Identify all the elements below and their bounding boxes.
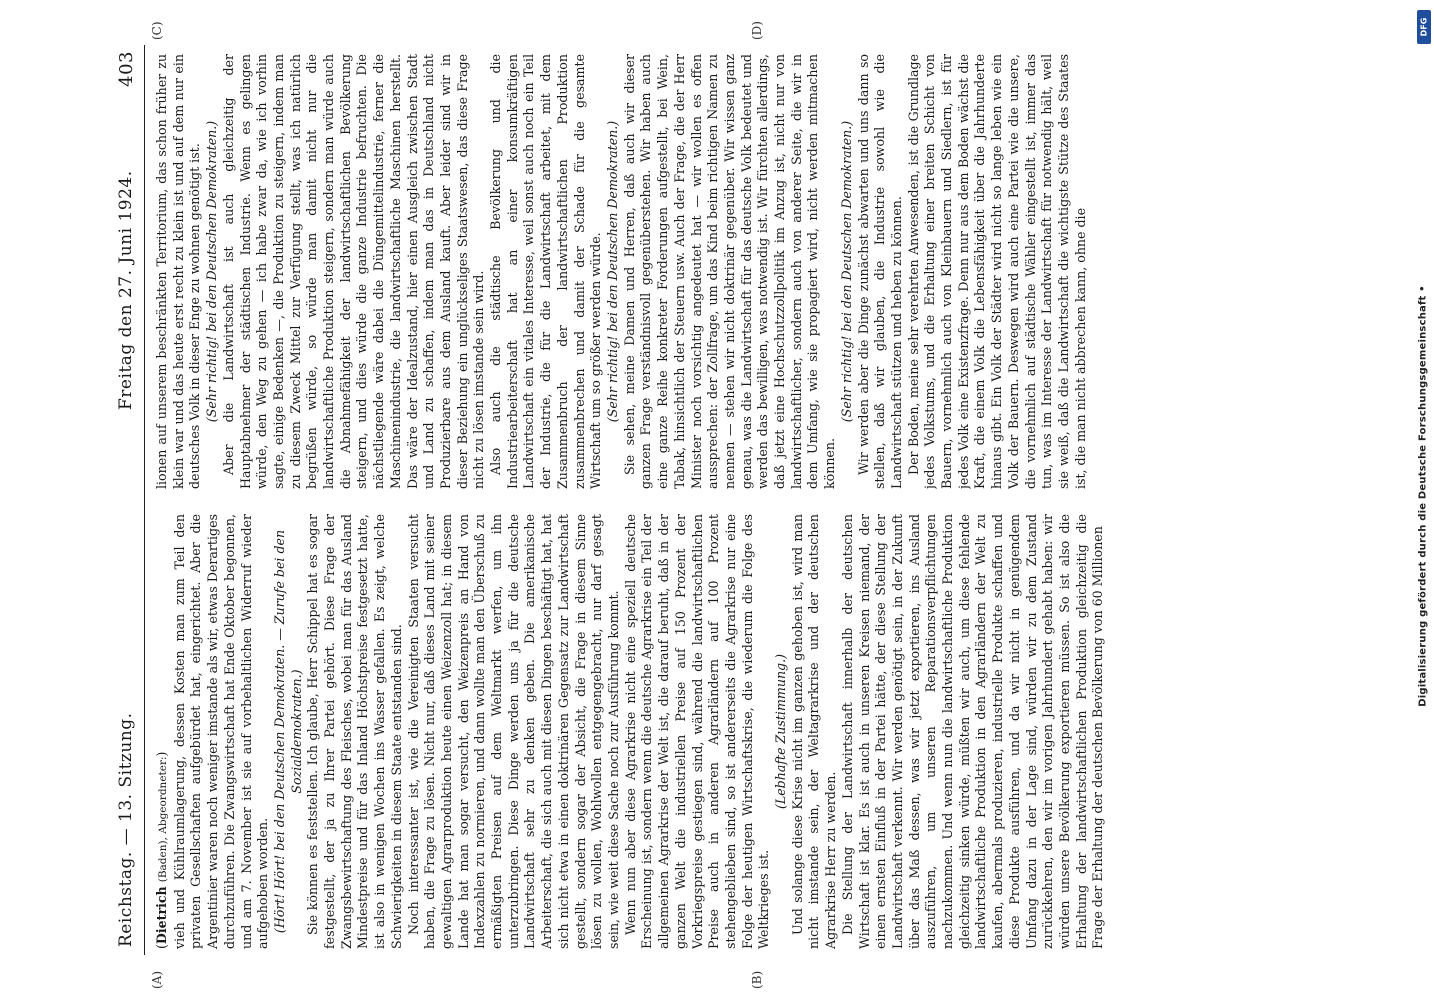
margin-marker-a: (A) <box>150 970 164 989</box>
paragraph: lionen auf unserem beschränkten Territorium, das schon früher zu klein war und das heute erst recht zu klein ist und auf dem nur ein deutsches Volk in dieser Enge zu wohnen genötigt ist. <box>154 54 203 489</box>
dfg-logo: DFG <box>1417 10 1431 44</box>
header-session: Reichstag. — 13. Sitzung. <box>116 712 136 947</box>
interjection: (Lebhafte Zustimmung.) <box>773 653 789 810</box>
paragraph: Der Boden, meine sehr verehrten Anwesenden, ist die Grundlage jedes Volkstums, und die Erhaltung einer breiten Schicht von Bauern, vornehmlich auch von Kleinbauern und Siedlern, ist für jedes Volk eine Existenzfrage. Denn nur aus dem Boden wächst die Kraft, die einem Volk die Lebensfähigkeit über die Jahrhunderte hinaus gibt. Ein Volk der Städter wird nicht so lange leben wie ein Volk der Bauern. Deswegen wird auch eine Partei wie die unsere, die vornehmlich auf städtische Wähler eingestellt ist, immer das tun, was im Interesse der Landwirtschaft für notwendig hält, weil sie weiß, daß die Landwirtschaft die wichtigste Stütze des Staates ist, die man nicht abbrechen kann, ohne die <box>905 54 1088 489</box>
interjection: (Hört! Hört! bei den Deutschen Demokraten. — Zurufe bei den Sozialdemokraten.) <box>271 529 304 934</box>
interjection: (Sehr richtig! bei den Deutschen Demokraten.) <box>838 120 854 423</box>
paragraph: vieh und Kühlraumlagerung, dessen Kosten man zum Teil den privaten Gesellschaften aufgebürdet hat, eingerichtet. Aber die Argentinier waren noch weniger imstande als wir, etwas Derartiges durchzuführen. Die Zwangswirtschaft hat Ende Oktober begonnen, und am 7. November ist sie auf vorbehaltlichen Widerruf wieder aufgehoben worden. <box>171 514 271 949</box>
paragraph: Und solange diese Krise nicht im ganzen gehoben ist, wird man nicht imstande sein, der Weltagrarkrise und der deutschen Agrarkrise Herr zu werden. <box>789 514 839 949</box>
right-text-column <box>154 54 1394 489</box>
page-number: 403 <box>116 51 137 87</box>
paragraph: Aber die Landwirtschaft ist auch gleichzeitig der Hauptabnehmer der städtischen Industrie. Wenn es gelingen würde, den Weg zu gehen — ich habe zwar da, wie ich vorhin sagte, einige Bedenken —, die Produktion zu steigern, indem man zu diesem Zweck Mittel zur Verfügung stellt, was ich natürlich begrüßen würde, so würde man damit nicht nur die landwirtschaftliche Produktion steigern, sondern man würde auch die Abnahmefähigkeit der landwirtschaftlichen Bevölkerung steigern, und dies würde die ganze Industrie befruchten. Die nächstliegende wäre dabei die Düngemittelindustrie, ferner die Maschinenindustrie, die landwirtschaftliche Maschinen herstellt. Das wäre der Idealzustand, hier einen Ausgleich zwischen Stadt und Land zu schaffen, indem man das in Deutschland nicht Produzierbare aus dem Ausland kauft. Aber leider sind wir in dieser Beziehung ein unglückseliges Staatswesen, das diese Frage nicht zu lösen imstande sein wird. <box>220 54 487 489</box>
left-text-column <box>154 514 1394 949</box>
attribution-text: Digitalisierung gefördert durch die Deutsche Forschungsgemeinschaft • <box>1417 285 1429 707</box>
attribution-banner <box>1414 6 1432 986</box>
paragraph: Sie können es feststellen. Ich glaube, Herr Schippel hat es sogar festgestellt, der ja zu Ihrer Partei gehört. Diese Frage der Zwangsbewirtschaftung des Fleisches, wobei man für das Ausland Mindestpreise und für das Inland Höchstpreise festgesetzt hatte, ist also in wenigen Wochen ins Wasser gefallen. Es zeigt, welche Schwierigkeiten in diesem Staate entstanden sind. <box>305 514 404 949</box>
paragraph: Wenn nun aber diese Agrarkrise nicht eine speziell deutsche Erscheinung ist, sondern wenn die deutsche Agrarkrise ein Teil der allgemeinen Agrarkrise der Welt ist, die darauf beruht, daß in der ganzen Welt die industriellen Preise auf 150 Prozent der Vorkriegspreise gestiegen sind, während die landwirtschaftlichen Preise auch in anderen Agrarländern auf 100 Prozent stehengeblieben sind, so ist andererseits die Agrarkrise nur eine Folge der heutigen Wirtschaftskrise, die wiederum die Folge des Weltkrieges ist. <box>622 514 772 949</box>
speaker-line: (Dietrich (Baden), Abgeordneter:) <box>154 751 169 949</box>
paragraph: Wir werden aber die Dinge zunächst abwarten und uns dann so stellen, daß wir glauben, die Industrie sowohl wie die Landwirtschaft stützen und heben zu können. <box>855 54 904 489</box>
margin-marker-c: (C) <box>150 21 164 40</box>
margin-marker-d: (D) <box>750 21 764 40</box>
rotated-page <box>110 21 1400 989</box>
paragraph: Also auch die städtische Bevölkerung und die Industriearbeiterschaft hat an einer konsumkräftigen Landwirtschaft ein vitales Interesse, weil sonst auch noch ein Teil der Industrie, die für die Landwirtschaft arbeitet, mit dem Zusammenbruch der landwirtschaftlichen Produktion zusammenbrechen und damit der Schade für die gesamte Wirtschaft um so größer werden würde. <box>488 54 604 489</box>
interjection: (Sehr richtig! bei den Deutschen Demokraten.) <box>204 120 220 423</box>
header-date: Freitag den 27. Juni 1924. <box>116 170 136 410</box>
speaker-name: Dietrich <box>154 886 169 945</box>
paragraph: Sie sehen, meine Damen und Herren, daß auch wir dieser ganzen Frage verständnisvoll gegenüberstehen. Wir haben auch eine ganze Reihe konkreter Forderungen aufgestellt, bei Wein, Tabak, hinsichtlich der Steuern usw. Auch der Frage, die der Herr Minister noch vorsichtig angedeutet hat — wir wollen es offen aussprechen: der Zollfrage, um das Kind beim richtigen Namen zu nennen — stehen wir nicht doktrinär gegenüber. Wir wissen ganz genau, was die Landwirtschaft für das deutsche Volk bedeutet und werden das bewilligen, was notwendig ist. Wir fürchten allerdings, daß jetzt eine Hochschutzzollpolitik im Anzug ist, nicht nur von landwirtschaftlicher, sondern auch von anderer Seite, die wir in dem Umfang, wie sie propagiert wird, nicht werden mitmachen können. <box>621 54 838 489</box>
margin-marker-b: (B) <box>750 970 764 989</box>
paragraph: Noch interessanter ist, wie die Vereinigten Staaten versucht haben, die Frage zu lösen. Nicht nur, daß dieses Land mit seiner gewaltigen Agrarproduktion heute einen Weizenzoll hat; in diesem Lande hat man sogar versucht, den Weizenpreis an Hand von Indexzahlen zu normieren, und dann wollte man den Überschuß zu ermäßigten Preisen auf dem Weltmarkt werfen, um ihn unterzubringen. Diese Dinge werden uns ja für die deutsche Landwirtschaft sehr zu denken geben. Die amerikanische Arbeiterschaft, die sich auch mit diesen Dingen beschäftigt hat, hat sich nicht etwa in einen doktrinären Gegensatz zur Landwirtschaft gestellt, sondern sogar der Absicht, die Frage in diesem Sinne lösen zu wollen, Wohlwollen entgegengebracht, nur darf gesagt sein, wie weit diese Sache noch zur Ausführung kommt. <box>405 514 621 949</box>
page-header <box>110 45 145 955</box>
speaker-role: (Baden), Abgeordneter: <box>157 756 169 883</box>
paragraph: Die Stellung der Landwirtschaft innerhalb der deutschen Wirtschaft ist klar. Es ist auch in unseren Kreisen niemand, der einen ernsten Einfluß in der Partei hätte, der diese Stellung der Landwirtschaft verkennt. Wir werden genötigt sein, in der Zukunft über das Maß dessen, was wir jetzt exportieren, ins Ausland auszuführen, um unseren Reparationsverpflichtungen nachzukommen. Und wenn nun die landwirtschaftliche Produktion gleichzeitig sinken würde, müßten wir auch, um diese fehlende landwirtschaftliche Produktion in den Agrarländern der Welt zu kaufen, abermals produzieren, industrielle Produkte schaffen und diese Produkte ausführen, und da wir nicht in genügendem Umfang dazu in der Lage sind, würden wir zu dem Zustand zurückkehren, den wir im vorigen Jahrhundert gehabt haben: wir würden unsere Bevölkerung exportieren müssen. So ist also die Erhaltung der landwirtschaftlichen Produktion gleichzeitig die Frage der Erhaltung der deutschen Bevölkerung von 60 Millionen <box>839 514 1106 949</box>
interjection: (Sehr richtig! bei den Deutschen Demokraten.) <box>604 120 620 423</box>
